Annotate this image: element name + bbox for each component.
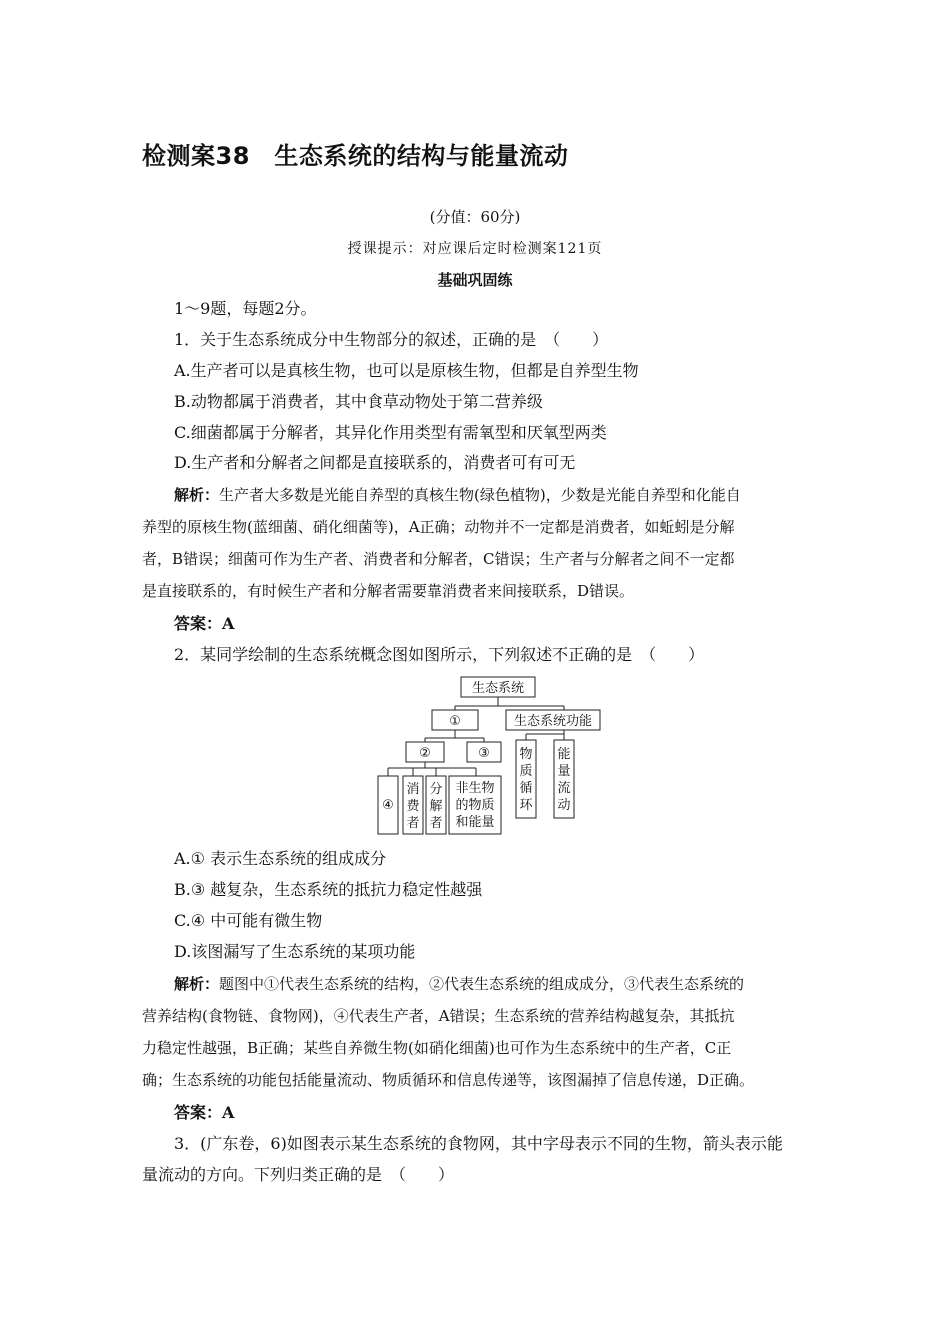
q2-stem: 2．某同学绘制的生态系统概念图如图所示，下列叙述不正确的是 （ ） (174, 645, 705, 664)
q2-option-d: D.该图漏写了生态系统的某项功能 (174, 942, 416, 961)
diagram-cycle-char: 环 (519, 798, 533, 813)
q1-option-a: A.生产者可以是真核生物，也可以是原核生物，但都是自养型生物 (174, 361, 639, 380)
q1-stem: 1．关于生态系统成分中生物部分的叙述，正确的是 （ ） (174, 330, 609, 349)
q2-analysis-line-1: 解析：题图中①代表生态系统的结构，②代表生态系统的组成成分，③代表生态系统的 (174, 975, 745, 993)
diagram-consumer-char: 消 (406, 782, 420, 797)
score-note: (分值：60分) (429, 208, 521, 226)
diagram-node-1: ① (449, 714, 461, 729)
diagram-energy-char: 动 (557, 798, 571, 813)
q2-option-c: C.④ 中可能有微生物 (174, 911, 323, 930)
q1-option-d: D.生产者和分解者之间都是直接联系的，消费者可有可无 (174, 453, 576, 472)
diagram-node-2: ② (419, 746, 431, 761)
diagram-root-label: 生态系统 (471, 681, 525, 696)
diagram-abiotic-line: 的物质 (455, 798, 495, 813)
diagram-cycle-char: 物 (519, 747, 533, 762)
diagram-cycle-char: 循 (519, 781, 533, 796)
diagram-consumer-char: 者 (406, 816, 420, 831)
q2-analysis-label: 解析： (174, 975, 220, 993)
diagram-energy-char: 能 (557, 747, 571, 762)
q2-option-b: B.③ 越复杂，生态系统的抵抗力稳定性越强 (174, 880, 483, 899)
ecosystem-concept-diagram (372, 676, 612, 840)
q2-analysis-line-4: 确；生态系统的功能包括能量流动、物质循环和信息传递等，该图漏掉了信息传递，D正确。 (142, 1071, 755, 1089)
diagram-node-4: ④ (382, 798, 394, 813)
instruction: 1～9题，每题2分。 (174, 299, 317, 318)
q1-answer: 答案：A (174, 614, 235, 633)
q2-analysis-line-3: 力稳定性越强，B正确；某些自养微生物(如硝化细菌)也可作为生态系统中的生产者，C正 (142, 1039, 732, 1057)
diagram-consumer-char: 费 (406, 799, 420, 814)
diagram-energy-char: 流 (557, 781, 571, 796)
q1-analysis-line-1: 解析：生产者大多数是光能自养型的真核生物(绿色植物)，少数是光能自养型和化能自 (174, 486, 741, 504)
q3-stem-line-2: 量流动的方向。下列归类正确的是 （ ） (142, 1165, 455, 1184)
q1-analysis-label: 解析： (174, 486, 220, 504)
q1-option-c: C.细菌都属于分解者，其异化作用类型有需氧型和厌氧型两类 (174, 423, 607, 442)
diagram-cycle-char: 质 (519, 764, 533, 779)
q2-answer: 答案：A (174, 1103, 235, 1122)
diagram-node-3: ③ (478, 746, 490, 761)
diagram-function-label: 生态系统功能 (513, 714, 593, 729)
diagram-decomposer-char: 分 (429, 782, 443, 797)
diagram-decomposer-char: 解 (429, 799, 443, 814)
q2-analysis-line-2: 营养结构(食物链、食物网)，④代表生产者，A错误；生态系统的营养结构越复杂，其抵抗 (142, 1007, 735, 1025)
diagram-energy-char: 量 (557, 764, 571, 779)
page-title: 检测案38 生态系统的结构与能量流动 (142, 142, 569, 170)
diagram-abiotic-line: 非生物 (455, 781, 495, 796)
q1-analysis-line-4: 是直接联系的，有时候生产者和分解者需要靠消费者来间接联系，D错误。 (142, 582, 635, 600)
q1-analysis-line-2: 养型的原核生物(蓝细菌、硝化细菌等)，A正确；动物并不一定都是消费者，如蚯蚓是分解 (142, 518, 735, 536)
q3-stem-line-1: 3．(广东卷，6)如图表示某生态系统的食物网，其中字母表示不同的生物，箭头表示能 (174, 1134, 783, 1153)
q2-option-a: A.① 表示生态系统的组成成分 (174, 849, 387, 868)
section-heading: 基础巩固练 (437, 271, 513, 289)
q1-option-b: B.动物都属于消费者，其中食草动物处于第二营养级 (174, 392, 543, 411)
q1-analysis-line-3: 者，B错误；细菌可作为生产者、消费者和分解者，C错误；生产者与分解者之间不一定都 (142, 550, 735, 568)
diagram-decomposer-char: 者 (429, 816, 443, 831)
teaching-hint: 授课提示：对应课后定时检测案121页 (347, 241, 603, 257)
diagram-abiotic-line: 和能量 (455, 815, 495, 830)
